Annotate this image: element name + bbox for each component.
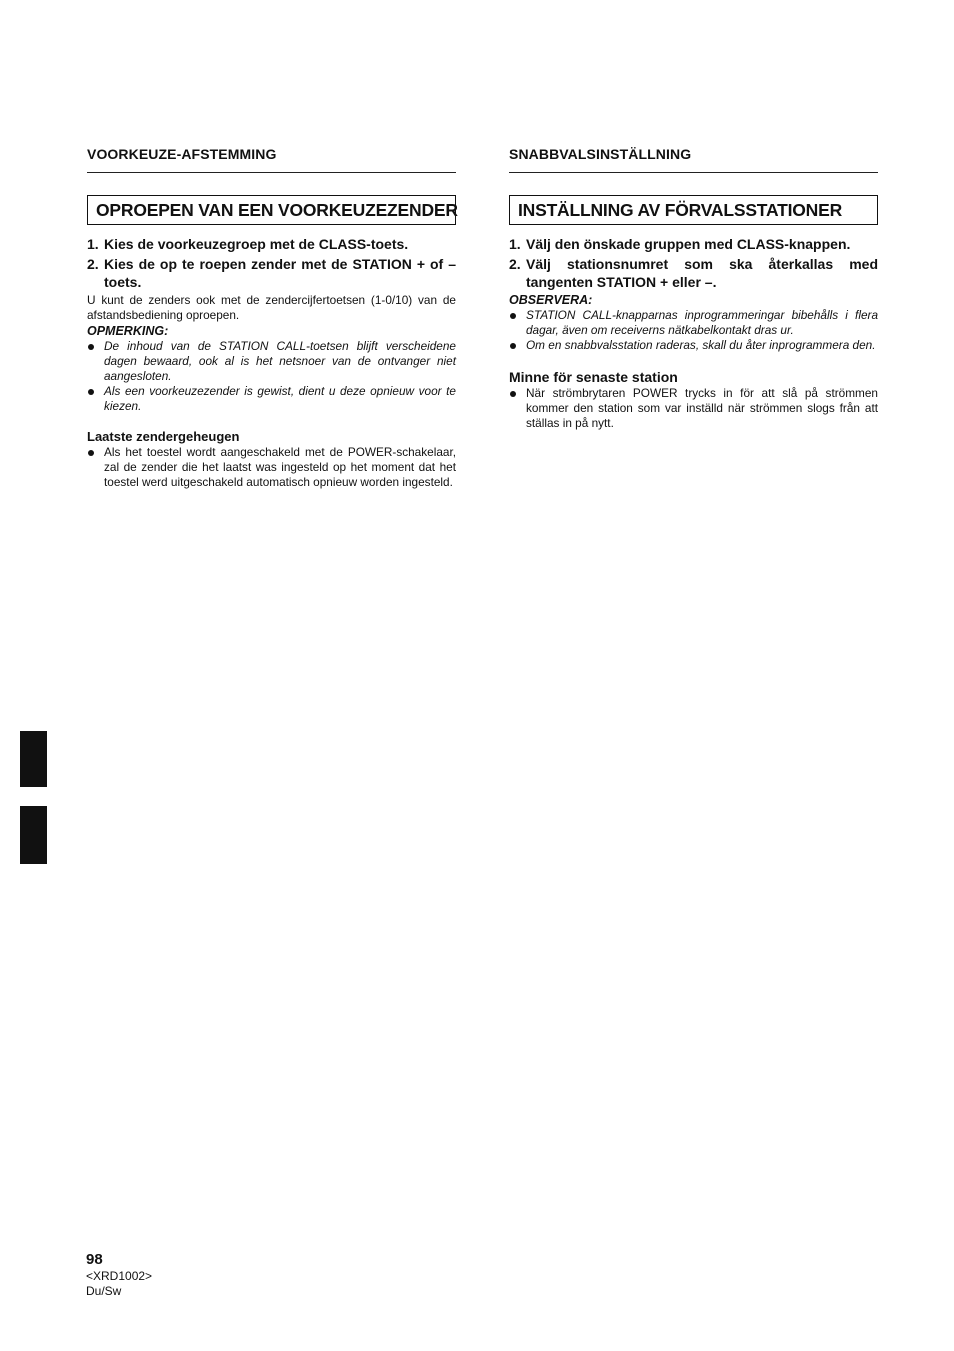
step-item [87,255,456,292]
sub-bullet-text: När strömbrytaren POWER trycks in för att slå på strömmen kommer den station som var inställd när strömmen slogs från att ställas in på nytt. [526,385,878,430]
section-label: SNABBVALSINSTÄLLNING [509,146,878,173]
step-number: 1. [87,236,99,252]
dutch-column [87,146,456,490]
note-list [87,339,456,414]
sub-bullet-item [87,445,456,490]
bullet-icon [88,344,94,350]
subheading: Minne för senaste station [509,368,678,385]
boxed-title: INSTÄLLNING AV FÖRVALSSTATIONER [509,195,878,225]
sub-bullet-item [509,386,878,431]
step-text: Kies de op te roepen zender met de STATION + of – toets. [104,255,456,290]
sub-bullet-list [509,386,878,431]
boxed-title: OPROEPEN VAN EEN VOORKEUZEZENDER [87,195,456,225]
note-text: De inhoud van de STATION CALL-toetsen blijft verscheidene dagen bewaard, ook al is het netsnoer van de ontvanger niet aangesloten. [104,338,456,383]
note-label: OPMERKING: [87,323,169,338]
bullet-icon [88,450,94,456]
step-list [509,235,878,292]
page-footer [86,1251,152,1299]
sub-bullet-list [87,445,456,490]
step-text: Kies de voorkeuzegroep met de CLASS-toets. [104,236,409,252]
step-number: 2. [87,255,99,272]
step-item [509,255,878,292]
note-text: STATION CALL-knapparnas inprogrammeringar bibehålls i flera dagar, även om receiverns nätkabelkontakt dras ur. [526,307,878,337]
step-text: Välj stationsnumret som ska återkallas med tangenten STATION + eller –. [526,255,878,290]
step-number: 1. [509,236,521,252]
side-tab-marker-upper [20,731,47,787]
side-tab-marker-lower [20,806,47,864]
step-item [87,235,456,254]
model-code: <XRD1002> [86,1269,153,1283]
note-item [87,384,456,414]
bullet-icon [88,389,94,395]
note-item [509,338,878,353]
language-code: Du/Sw [86,1284,122,1298]
step-number: 2. [509,255,521,272]
page-number: 98 [86,1251,103,1268]
intro-paragraph: U kunt de zenders ook met de zendercijfertoetsen (1-0/10) van de afstandsbediening oproepen. [87,292,456,322]
bullet-icon [510,313,516,319]
note-text: Om en snabbvalsstation raderas, skall du åter inprogrammera den. [526,337,876,352]
note-list [509,308,878,353]
note-text: Als een voorkeuzezender is gewist, dient u deze opnieuw voor te kiezen. [104,383,456,413]
step-text: Välj den önskade gruppen med CLASS-knappen. [526,236,851,252]
swedish-column [509,146,878,431]
note-item [509,308,878,338]
step-item [509,235,878,254]
note-item [87,339,456,384]
section-label: VOORKEUZE-AFSTEMMING [87,146,456,173]
bullet-icon [510,391,516,397]
note-label: OBSERVERA: [509,292,593,307]
bullet-icon [510,343,516,349]
subheading: Laatste zendergeheugen [87,428,240,444]
step-list [87,235,456,292]
sub-bullet-text: Als het toestel wordt aangeschakeld met de POWER-schakelaar, zal de zender die het laatst was ingesteld op het moment dat het toestel werd uitgeschakeld automatisch opnieuw worden ingesteld. [104,444,456,489]
